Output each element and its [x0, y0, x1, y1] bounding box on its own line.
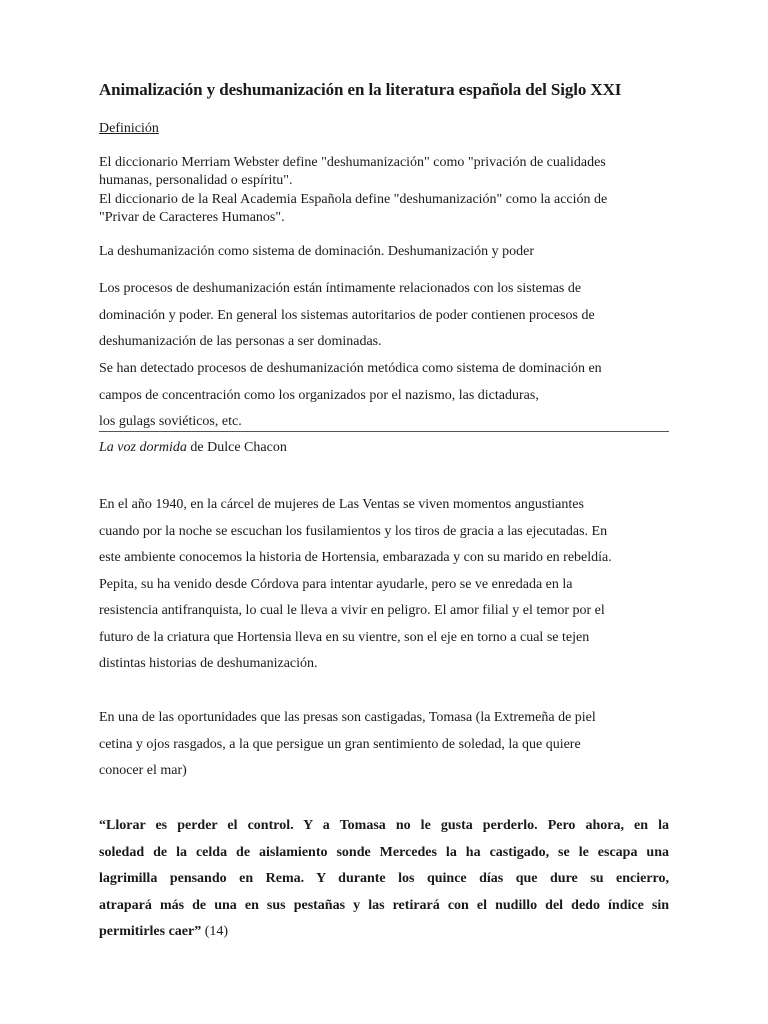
definition-paragraph-1 — [99, 154, 669, 190]
definition-paragraph-2 — [99, 191, 669, 227]
paragraph-line: distintas historias de deshumanización. — [99, 656, 318, 671]
processes-paragraph-1 — [99, 276, 669, 356]
paragraph-tomasa — [99, 705, 669, 785]
paragraph-line: futuro de la criatura que Hortensia lleva en su vientre, son el eje en torno a cual se tejen — [99, 629, 590, 645]
quote-line: atrapará más de una en sus pestañas y las retirará con el nudillo del dedo índice sin — [99, 897, 669, 913]
quote-line: “Llorar es perder el control. Y a Tomasa no le gusta perderlo. Pero ahora, en la — [99, 818, 669, 833]
quote-line: lagrimilla pensando en Rema. Y durante los quince días que dure su encierro, — [99, 871, 669, 886]
paragraph-line: Pepita, su ha venido desde Córdova para intentar ayudarle, pero se ve enredada en la — [99, 576, 573, 592]
novel-reference — [99, 440, 287, 456]
document-title: Animalización y deshumanización en la literatura española del Siglo XXI — [99, 80, 622, 99]
definition-line: humanas, personalidad o espíritu". — [99, 173, 293, 188]
definition-heading: Definición — [99, 121, 159, 136]
paragraph-line: conocer el mar) — [99, 763, 187, 778]
paragraph-1940 — [99, 492, 669, 678]
paragraph-line: En una de las oportunidades que las presas son castigadas, Tomasa (la Extremeña de piel — [99, 710, 596, 725]
paragraph-line: Se han detectado procesos de deshumanización metódica como sistema de dominación en — [99, 361, 602, 376]
paragraph-line: campos de concentración como los organizados por el nazismo, las dictaduras, — [99, 387, 539, 403]
section-heading: La deshumanización como sistema de dominación. Deshumanización y poder — [99, 244, 535, 259]
quote-citation: (14) — [201, 924, 229, 939]
paragraph-line: deshumanización de las personas a ser dominadas. — [99, 334, 382, 349]
paragraph-line: los gulags soviéticos, etc. — [99, 414, 242, 429]
paragraph-line: este ambiente conocemos la historia de Hortensia, embarazada y con su marido en rebeldía. — [99, 550, 612, 565]
horizontal-rule — [99, 431, 669, 432]
novel-author: de Dulce Chacon — [186, 440, 287, 455]
processes-paragraph-2 — [99, 356, 669, 436]
block-quote — [99, 813, 669, 946]
paragraph-line: resistencia antifranquista, lo cual le lleva a vivir en peligro. El amor filial y el temor por el — [99, 603, 605, 618]
paragraph-line: Los procesos de deshumanización están íntimamente relacionados con los sistemas de — [99, 281, 582, 296]
quote-line: soledad de la celda de aislamiento sonde Mercedes la ha castigado, se le escapa una — [99, 844, 669, 860]
definition-line: El diccionario de la Real Academia Española define "deshumanización" como la acción de — [99, 192, 608, 207]
quote-last-line — [99, 919, 669, 946]
paragraph-line: En el año 1940, en la cárcel de mujeres de Las Ventas se viven momentos angustiantes — [99, 497, 584, 512]
paragraph-line: dominación y poder. En general los sistemas autoritarios de poder contienen procesos de — [99, 307, 595, 323]
definition-line: El diccionario Merriam Webster define "deshumanización" como "privación de cualidades — [99, 155, 606, 170]
paragraph-line: cetina y ojos rasgados, a la que persigue un gran sentimiento de soledad, la que quiere — [99, 736, 581, 752]
paragraph-line: cuando por la noche se escuchan los fusilamientos y los tiros de gracia a las ejecutadas. En — [99, 523, 608, 539]
quote-line: permitirles caer” — [99, 924, 202, 939]
novel-title: La voz dormida — [99, 440, 187, 455]
definition-line: "Privar de Caracteres Humanos". — [99, 210, 285, 225]
